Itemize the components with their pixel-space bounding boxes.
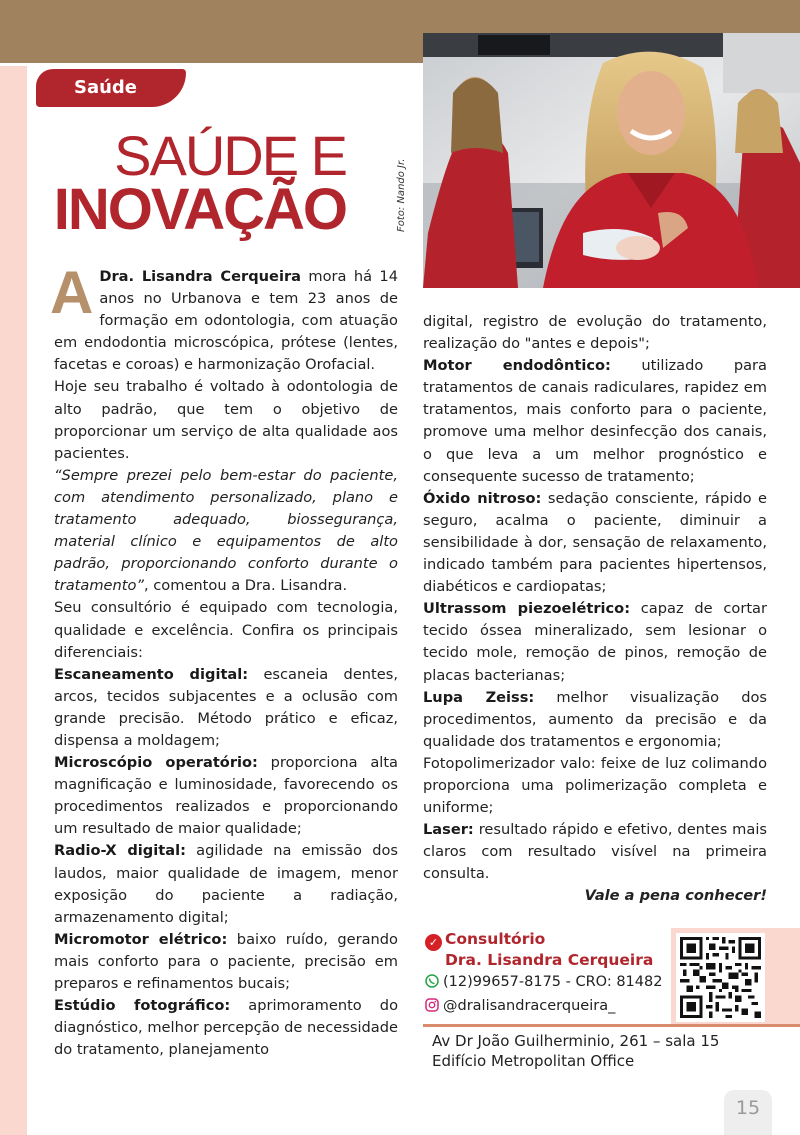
list-item-term: Microscópio operatório: bbox=[54, 754, 258, 772]
list-item bbox=[423, 488, 767, 598]
list-item-text: escaneia dentes, arcos, tecidos subjacentes e a oclusão com grande precisão. Método prático e eficaz, dispensa a moldagem; bbox=[54, 665, 398, 749]
article-column-right bbox=[423, 311, 767, 908]
headline-line-1: SAÚDE E bbox=[114, 124, 346, 187]
contact-instagram-text: @dralisandracerqueira_ bbox=[443, 998, 616, 1014]
list-item-text: resultado rápido e efetivo, dentes mais claros com resultado visível na primeira consulta. bbox=[423, 821, 767, 883]
list-item-term: Motor endodôntico: bbox=[423, 357, 611, 375]
list-item-term: Radio-X digital: bbox=[54, 842, 186, 860]
article-column-left bbox=[50, 259, 398, 1061]
paragraph-equipment: Seu consultório é equipado com tecnologia, qualidade e excelência. Confira os principais diferenciais: bbox=[54, 599, 398, 661]
list-item-text: baixo ruído, gerando mais conforto para o paciente, precisão em preparos e refinamentos bucais; bbox=[54, 930, 398, 992]
contact-title-line-2: Dra. Lisandra Cerqueira bbox=[445, 951, 654, 969]
list-item bbox=[54, 929, 398, 995]
contact-phone-text: (12)99657-8175 - CRO: 81482 bbox=[443, 974, 663, 990]
list-item-text: proporciona alta magnificação e luminosidade, favorecendo os procedimentos realizados e proporcionando um resultado de maior qualidade; bbox=[54, 754, 398, 838]
drop-cap: A bbox=[50, 259, 94, 326]
quote-text: “Sempre prezei pelo bem-estar do paciente, com atendimento personalizado, plano e tratamento adequado, biossegurança, material clínico e equipamentos de alto padrão, proporcionando conforto durante o tratamento” bbox=[54, 466, 398, 595]
list-item bbox=[54, 664, 398, 752]
contact-title bbox=[425, 930, 653, 969]
dentist-photo-illustration bbox=[423, 33, 800, 288]
list-item-text: sedação consciente, rápido e seguro, acalma o paciente, diminuir a sensibilidade à dor, sensação de relaxamento, indicado também para pacientes hipertensos, diabéticos e cardiopatas; bbox=[423, 489, 768, 596]
list-item bbox=[423, 598, 767, 686]
list-item-term: Micromotor elétrico: bbox=[54, 930, 228, 948]
instagram-icon bbox=[425, 998, 439, 1012]
intro-text: mora há 14 anos no Urbanova e tem 23 anos de formação em odontologia, com atuação em endodontia microscópica, prótese (lentes, facetas e coroas) e harmonização Orofacial. bbox=[54, 268, 398, 374]
contact-phone[interactable] bbox=[425, 974, 662, 990]
list-item bbox=[54, 995, 398, 1061]
tooth-logo-icon: ✓ bbox=[425, 934, 442, 951]
list-item bbox=[423, 819, 767, 885]
article-photo bbox=[423, 33, 800, 288]
list-item-term: Estúdio fotográfico: bbox=[54, 997, 231, 1015]
closing-line: Vale a pena conhecer! bbox=[584, 887, 767, 905]
list-item bbox=[54, 752, 398, 840]
address-line-2: Edifício Metropolitan Office bbox=[432, 1052, 635, 1070]
list-item-term: Ultrassom piezoelétrico: bbox=[423, 600, 631, 618]
list-item-term: Laser: bbox=[423, 821, 474, 839]
list-item-text: agilidade na emissão dos laudos, maior qualidade de imagem, menor exposição do paciente a radiação, armazenamento digital; bbox=[54, 842, 398, 926]
page-number: 15 bbox=[735, 1097, 761, 1119]
list-item bbox=[423, 687, 767, 753]
contact-address bbox=[432, 1031, 719, 1071]
qr-code-icon bbox=[680, 937, 761, 1018]
list-item-text: utilizado para tratamentos de canais radiculares, rapidez em tratamentos, mais conforto para o paciente, promove uma melhor desinfecção dos canais, o que leva a um melhor prognóstico e consequente sucesso de tratamento; bbox=[423, 357, 767, 485]
contact-instagram[interactable] bbox=[425, 998, 615, 1014]
list-item-text: aprimoramento do diagnóstico, melhor percepção de necessidade do tratamento, planejamento bbox=[54, 997, 398, 1059]
section-tab: Saúde bbox=[36, 69, 186, 107]
list-item-text: capaz de cortar tecido óssea mineralizado, sem lesionar o tecido mole, remoção de pinos, remoção de placas bacterianas; bbox=[423, 600, 767, 684]
whatsapp-icon bbox=[425, 974, 439, 988]
headline-line-2: INOVAÇÃO bbox=[53, 177, 346, 242]
list-item-term: Escaneamento digital: bbox=[54, 665, 249, 683]
list-item bbox=[423, 355, 767, 488]
list-item-continued: digital, registro de evolução do tratamento, realização do "antes e depois"; bbox=[423, 313, 767, 353]
list-item-text: melhor visualização dos procedimentos, aumento da precisão e da qualidade dos tratamentos e ergonomia; bbox=[423, 688, 767, 750]
intro-paragraph bbox=[50, 259, 398, 376]
paragraph-mission: Hoje seu trabalho é voltado à odontologia de alto padrão, que tem o objetivo de proporcionar um serviço de alta qualidade aos pacientes. bbox=[54, 378, 398, 462]
quote-attribution: , comentou a Dra. Lisandra. bbox=[144, 577, 348, 595]
list-item bbox=[54, 840, 398, 928]
list-item-term: Lupa Zeiss: bbox=[423, 688, 535, 706]
qr-code[interactable] bbox=[676, 933, 765, 1022]
address-line-1: Av Dr João Guilherminio, 261 – sala 15 bbox=[432, 1032, 720, 1050]
quote-paragraph bbox=[54, 465, 398, 598]
photo-credit: Foto: Nando Jr. bbox=[396, 158, 407, 232]
list-item-term: Óxido nitroso: bbox=[423, 489, 542, 507]
list-item: Fotopolimerizador valo: feixe de luz colimando proporciona uma polimerização completa e uniforme; bbox=[423, 754, 767, 817]
contact-box-underline bbox=[423, 1024, 800, 1027]
contact-title-line-1: Consultório bbox=[445, 930, 546, 948]
left-decorative-strip bbox=[0, 66, 27, 1135]
intro-name: Dra. Lisandra Cerqueira bbox=[99, 268, 301, 285]
